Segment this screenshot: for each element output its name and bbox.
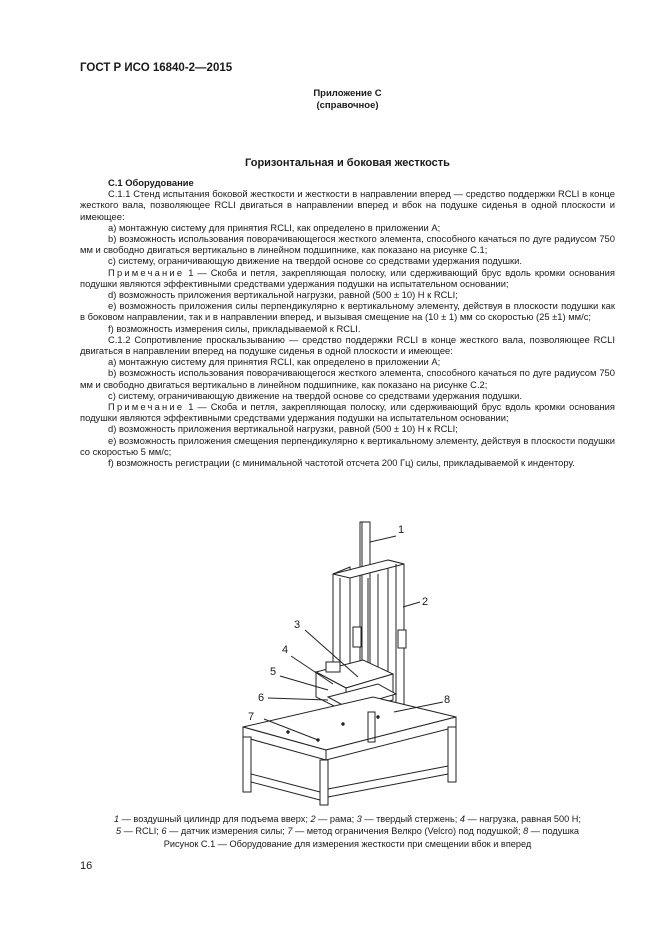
figure-label-2: 2 xyxy=(422,596,429,608)
note-2 xyxy=(80,401,615,423)
note-word: Примечание xyxy=(108,266,185,278)
document-header: ГОСТ Р ИСО 16840-2—2015 xyxy=(80,62,233,74)
figure-label-5: 5 xyxy=(270,666,277,678)
paragraph-c11: С.1.1 Стенд испытания боковой жесткости и жесткости в направлении вперед — средство поддержки RCLI в конце жесткого вала, позволяющее RCLI двигаться в направлении вперед и вбок на подушке сиденья в одной плоскости и имеющее: xyxy=(80,188,615,222)
legend-text-2: — рама; xyxy=(315,814,357,824)
item-2e: е) возможность приложения смещения перпендикулярно к вертикальному элементу, действуя в плоскости подушки со скоростью 5 мм/с; xyxy=(80,434,615,457)
body-text xyxy=(80,177,615,468)
note-1 xyxy=(80,267,615,289)
legend-text-6: — датчик измерения силы; xyxy=(166,826,288,836)
item-1d: d) возможность приложения вертикальной нагрузки, равной (500 ± 10) Н к RCLI; xyxy=(108,289,458,301)
page-number: 16 xyxy=(80,860,93,872)
legend-num-3: 3 xyxy=(356,814,362,824)
note-word: Примечание xyxy=(108,401,185,413)
legend-num-1: 1 xyxy=(114,814,120,824)
legend-text-4: — нагрузка, равная 500 Н; xyxy=(465,814,581,824)
item-2a: а) монтажную систему для принятия RCLI, как определено в приложении А; xyxy=(108,356,441,368)
section-title: Горизонтальная и боковая жесткость xyxy=(245,157,450,169)
figure-label-4: 4 xyxy=(282,644,289,656)
note-text: 1 — Скоба и петля, закрепляющая полоску, или сдерживающий брус вдоль кромки основания подушки являются эффективными средствами удержания подушки на испытательном основании; xyxy=(80,266,615,289)
subsection-heading: С.1 Оборудование xyxy=(108,177,194,188)
appendix-title: Приложение С xyxy=(313,88,382,99)
figure-label-7: 7 xyxy=(248,711,255,723)
legend-text-8: — подушка xyxy=(528,826,580,836)
figure-caption: Рисунок С.1 — Оборудование для измерения жесткости при смещении вбок и вперед xyxy=(163,839,532,849)
legend-num-6: 6 xyxy=(161,826,167,836)
note-text: 1 — Скоба и петля, закрепляющая полоску, или сдерживающий брус вдоль кромки основания подушки являются эффективными средствами удержания подушки на испытательном основании; xyxy=(80,401,615,424)
item-1a: а) монтажную систему для принятия RCLI, как определено в приложении А; xyxy=(108,221,441,233)
figure-legend xyxy=(80,813,615,837)
equipment-figure xyxy=(228,512,468,807)
figure-label-3: 3 xyxy=(294,619,301,631)
figure-label-6: 6 xyxy=(258,692,265,704)
legend-num-2: 2 xyxy=(310,814,316,824)
legend-num-7: 7 xyxy=(287,826,293,836)
item-1b: b) возможность использования поворачивающегося жесткого элемента, способного качаться по дуге радиусом 750 мм и свободно двигаться вертикально в линейном подшипнике, как показано на рисунке С.1; xyxy=(80,233,615,256)
paragraph-c12: С.1.2 Сопротивление проскальзыванию — средство поддержки RCLI в конце жесткого вала, позволяющее RCLI двигаться в направлении вперед на подушке сиденья в одной плоскости и имеющее: xyxy=(80,333,615,357)
item-1e: е) возможность приложения силы перпендикулярно к вертикальному элементу, действуя в плоскости подушки как в боковом направлении, так и в направлении вперед, и вызывая смещение на (10 ± 1) мм со скоростью (25 ±1) мм/с; xyxy=(80,300,615,323)
legend-num-5: 5 xyxy=(115,826,122,836)
legend-text-1: — воздушный цилиндр для подъема вверх; xyxy=(119,814,311,824)
item-1f: f) возможность измерения силы, прикладываемой к RCLI. xyxy=(108,322,361,334)
legend-text-5: — RCLI; xyxy=(121,826,162,836)
legend-num-8: 8 xyxy=(523,826,529,836)
figure-label-8: 8 xyxy=(444,694,451,706)
figure-label-1: 1 xyxy=(398,524,405,536)
item-2f: f) возможность регистрации (с минимальной частотой отсчета 200 Гц) силы, прикладываемой к индентору. xyxy=(108,457,575,469)
legend-num-4: 4 xyxy=(459,814,465,824)
item-2c: с) систему, ограничивающую движение на твердой основе со средствами удержания подушки. xyxy=(108,389,522,401)
item-1c: с) систему, ограничивающую движение на твердой основе со средствами удержания подушки. xyxy=(108,255,522,267)
appendix-subtitle: (справочное) xyxy=(316,100,379,111)
legend-text-7: — метод ограничения Велкро (Velcro) под подушкой; xyxy=(292,826,524,836)
legend-text-3: — твердый стержень; xyxy=(361,814,460,824)
item-2b: b) возможность использования поворачивающегося жесткого элемента, способного качаться по дуге радиусом 750 мм и свободно двигаться вертикально в линейном подшипнике, как показано на рисунке С.2; xyxy=(80,367,615,390)
item-2d: d) возможность приложения вертикальной нагрузки, равной (500 ± 10) Н к RCLI; xyxy=(108,423,458,435)
